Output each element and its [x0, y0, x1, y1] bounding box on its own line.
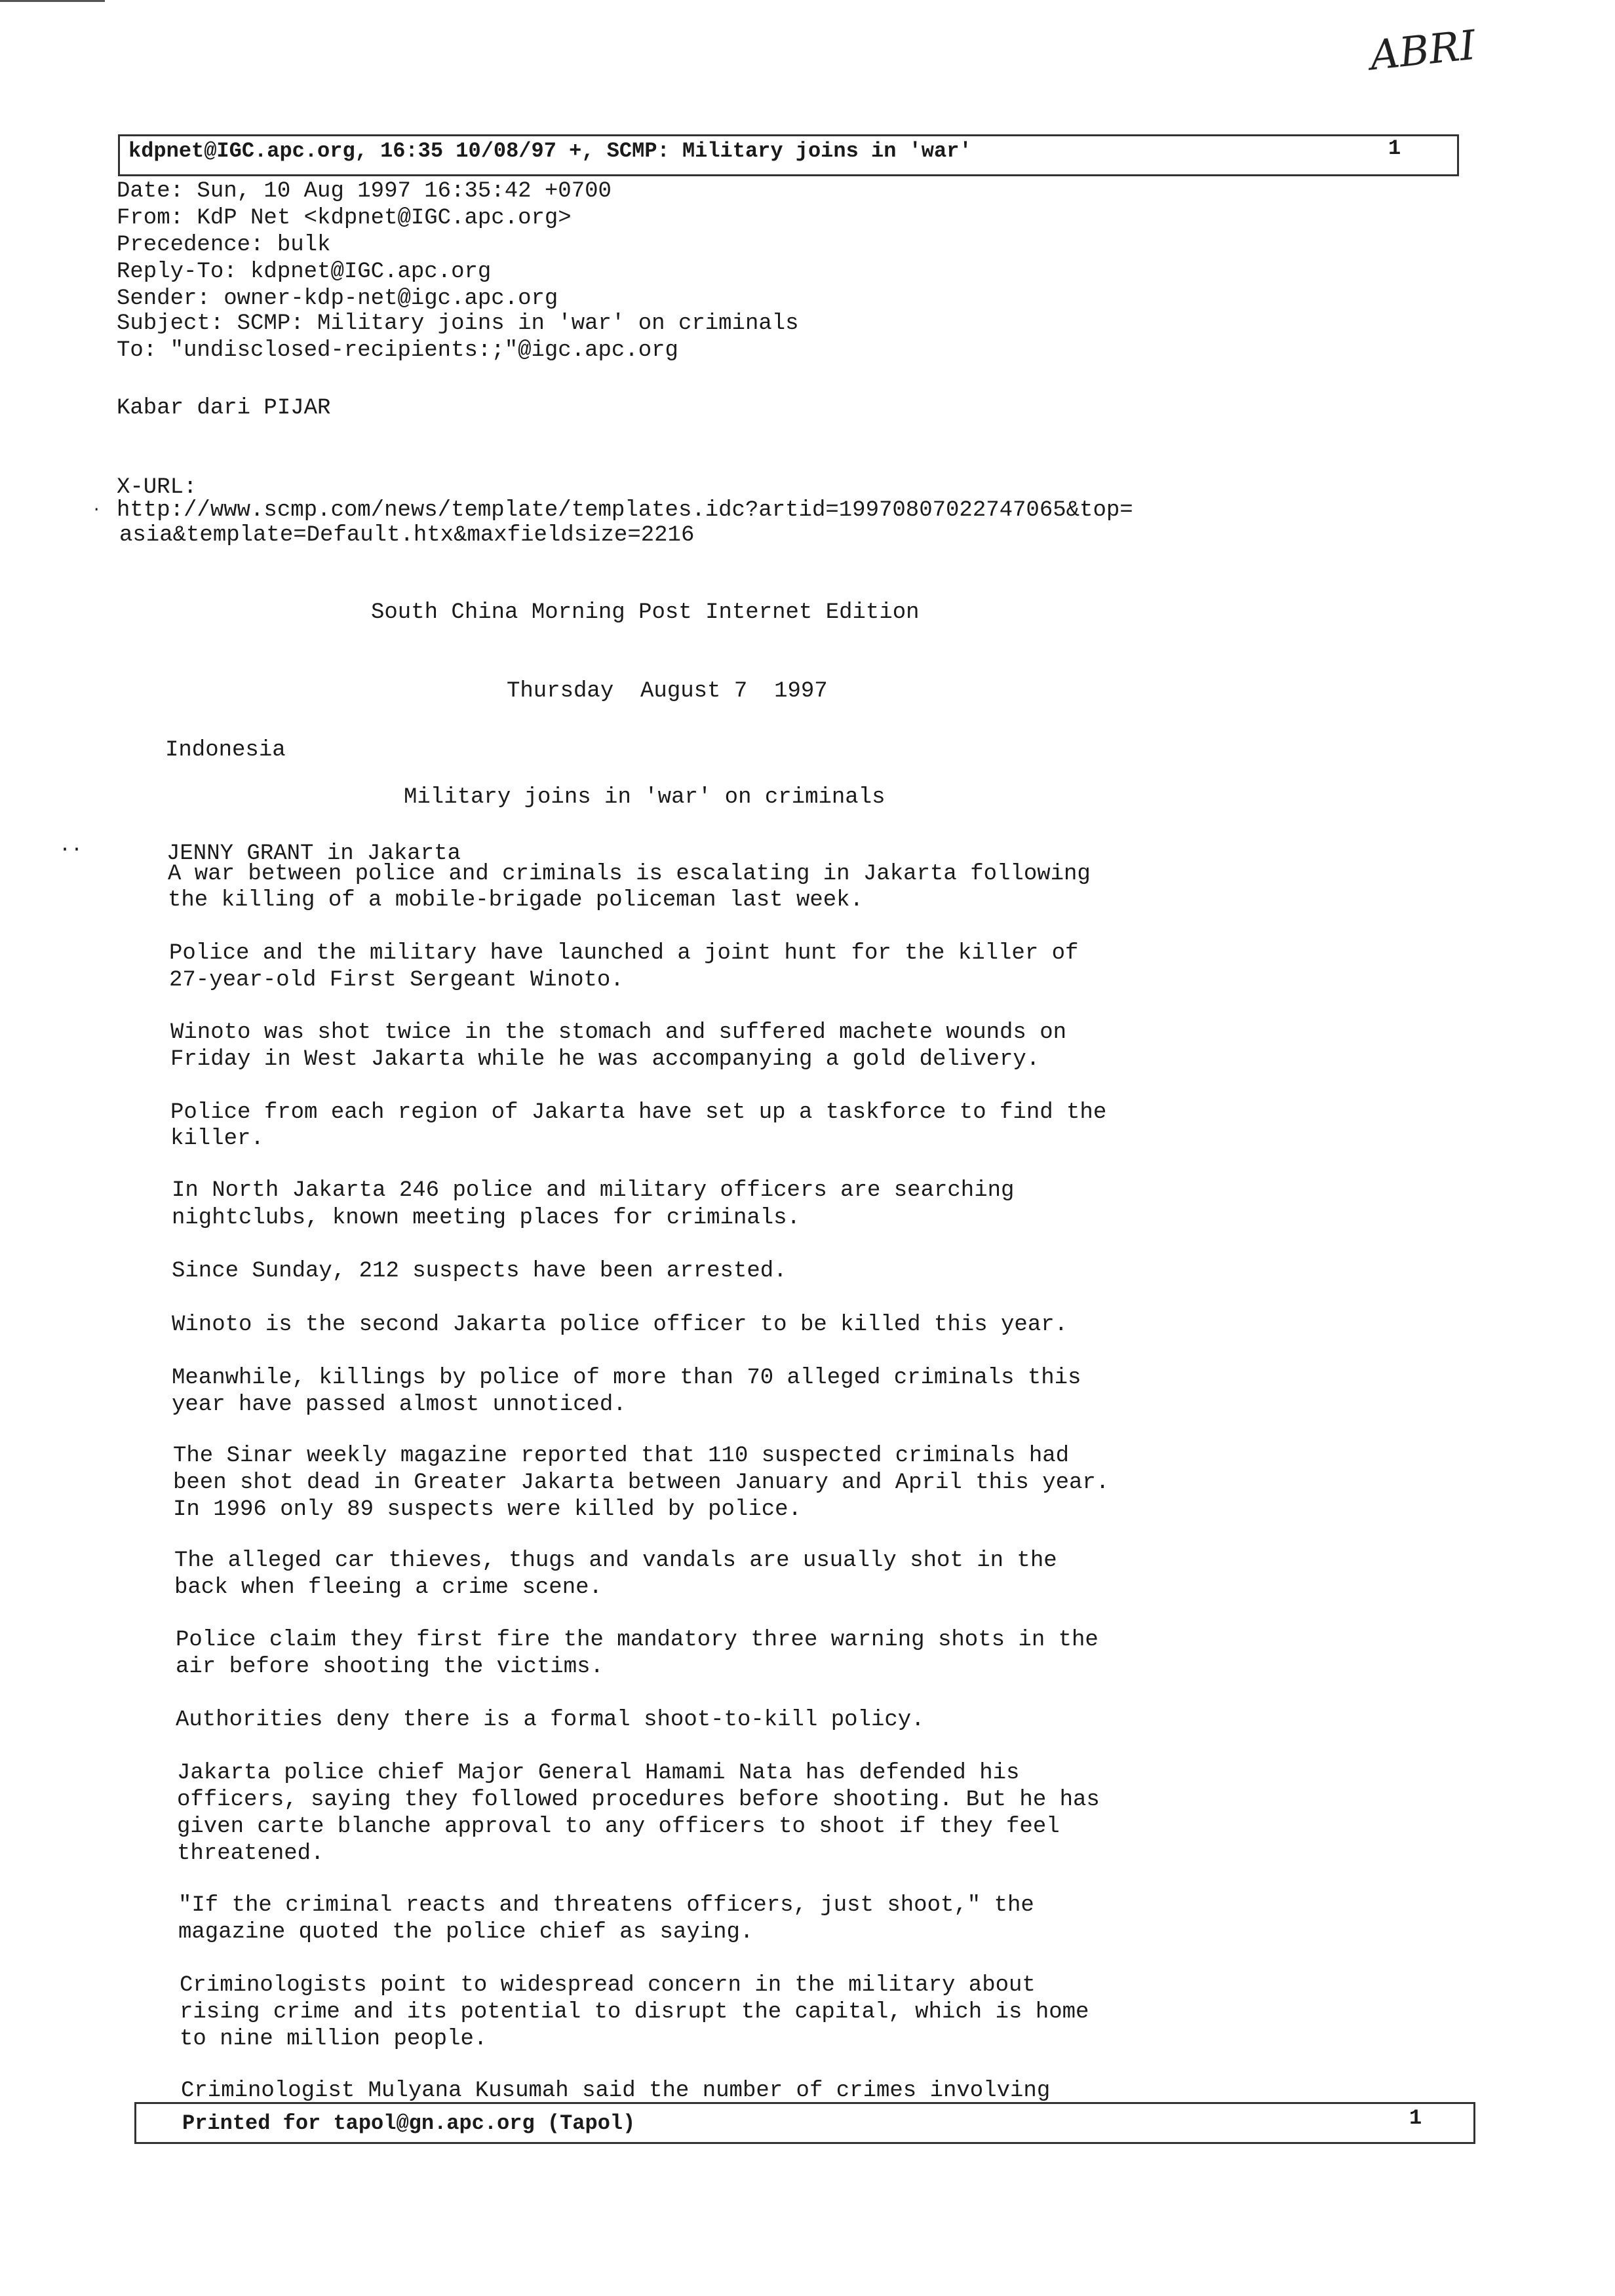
- publication-name: South China Morning Post Internet Edition: [371, 600, 920, 625]
- article-byline: JENNY GRANT in Jakarta: [166, 841, 461, 866]
- body-line: year have passed almost unnoticed.: [172, 1392, 627, 1417]
- body-line: 27-year-old First Sergeant Winoto.: [169, 968, 624, 993]
- publication-date: Thursday August 7 1997: [507, 679, 828, 704]
- header-page-number: 1: [1388, 136, 1401, 161]
- body-line: officers, saying they followed procedures before shooting. But he has: [177, 1788, 1100, 1812]
- body-line: back when fleeing a crime scene.: [174, 1575, 602, 1600]
- body-line: Winoto is the second Jakarta police officer to be killed this year.: [172, 1312, 1068, 1337]
- xurl-link-line-2[interactable]: asia&template=Default.htx&maxfieldsize=2216: [119, 523, 695, 548]
- email-header-subject: Subject: SCMP: Military joins in 'war' on criminals: [117, 311, 799, 336]
- body-line: Criminologist Mulyana Kusumah said the number of crimes involving: [181, 2078, 1051, 2103]
- body-line: rising crime and its potential to disrupt the capital, which is home: [180, 2000, 1089, 2025]
- body-line: In North Jakarta 246 police and military officers are searching: [172, 1178, 1015, 1203]
- handwritten-annotation: ABRI: [1367, 20, 1478, 80]
- body-line: magazine quoted the police chief as saying.: [178, 1920, 754, 1945]
- intro-line: Kabar dari PIJAR: [117, 396, 331, 421]
- body-line: killer.: [170, 1126, 264, 1151]
- scan-edge-mark: [0, 0, 105, 2]
- email-header-date: Date: Sun, 10 Aug 1997 16:35:42 +0700: [117, 179, 612, 204]
- body-line: Police claim they first fire the mandatory three warning shots in the: [176, 1628, 1099, 1653]
- email-header-to: To: "undisclosed-recipients:;"@igc.apc.org: [117, 338, 678, 363]
- body-line: Friday in West Jakarta while he was accompanying a gold delivery.: [170, 1047, 1040, 1072]
- body-line: In 1996 only 89 suspects were killed by police.: [173, 1497, 802, 1522]
- body-line: Since Sunday, 212 suspects have been arrested.: [172, 1259, 787, 1284]
- xurl-label: X-URL:: [117, 475, 197, 500]
- footer-page-number: 1: [1409, 2106, 1422, 2130]
- body-line: The Sinar weekly magazine reported that 110 suspected criminals had: [173, 1444, 1070, 1468]
- section-label: Indonesia: [165, 738, 286, 763]
- print-footer-text: Printed for tapol@gn.apc.org (Tapol): [182, 2111, 636, 2135]
- body-line: nightclubs, known meeting places for criminals.: [172, 1206, 800, 1231]
- email-header-precedence: Precedence: bulk: [117, 233, 331, 258]
- body-line: to nine million people.: [180, 2027, 488, 2052]
- margin-mark: ·: [92, 501, 102, 519]
- body-line: been shot dead in Greater Jakarta between January and April this year.: [173, 1470, 1110, 1495]
- article-headline: Military joins in 'war' on criminals: [404, 785, 885, 810]
- body-line: Police from each region of Jakarta have set up a taskforce to find the: [170, 1100, 1107, 1125]
- email-header-reply-to: Reply-To: kdpnet@IGC.apc.org: [117, 259, 492, 284]
- email-header-from: From: KdP Net <kdpnet@IGC.apc.org>: [117, 206, 572, 231]
- body-line: Authorities deny there is a formal shoot-to-kill policy.: [176, 1708, 925, 1732]
- body-line: Winoto was shot twice in the stomach and suffered machete wounds on: [170, 1020, 1067, 1045]
- xurl-link-line-1[interactable]: http://www.scmp.com/news/template/templates.idc?artid=19970807022747065&top=: [117, 498, 1133, 523]
- body-line: "If the criminal reacts and threatens officers, just shoot," the: [178, 1893, 1034, 1918]
- email-header-sender: Sender: owner-kdp-net@igc.apc.org: [117, 286, 558, 311]
- print-header-title: kdpnet@IGC.apc.org, 16:35 10/08/97 +, SCMP: Military joins in 'war': [128, 139, 972, 163]
- body-line: The alleged car thieves, thugs and vandals are usually shot in the: [174, 1548, 1057, 1573]
- margin-dots: ··: [59, 839, 83, 861]
- body-line: Criminologists point to widespread concern in the military about: [180, 1973, 1036, 1998]
- body-line: the killing of a mobile-brigade policeman last week.: [168, 888, 863, 913]
- body-line: given carte blanche approval to any officers to shoot if they feel: [177, 1814, 1060, 1839]
- body-line: Meanwhile, killings by police of more than 70 alleged criminals this: [172, 1366, 1081, 1390]
- body-line: Police and the military have launched a joint hunt for the killer of: [169, 941, 1079, 966]
- body-line: A war between police and criminals is escalating in Jakarta following: [168, 862, 1091, 887]
- body-line: air before shooting the victims.: [176, 1655, 604, 1679]
- body-line: threatened.: [177, 1841, 324, 1866]
- body-line: Jakarta police chief Major General Hamami Nata has defended his: [177, 1761, 1020, 1786]
